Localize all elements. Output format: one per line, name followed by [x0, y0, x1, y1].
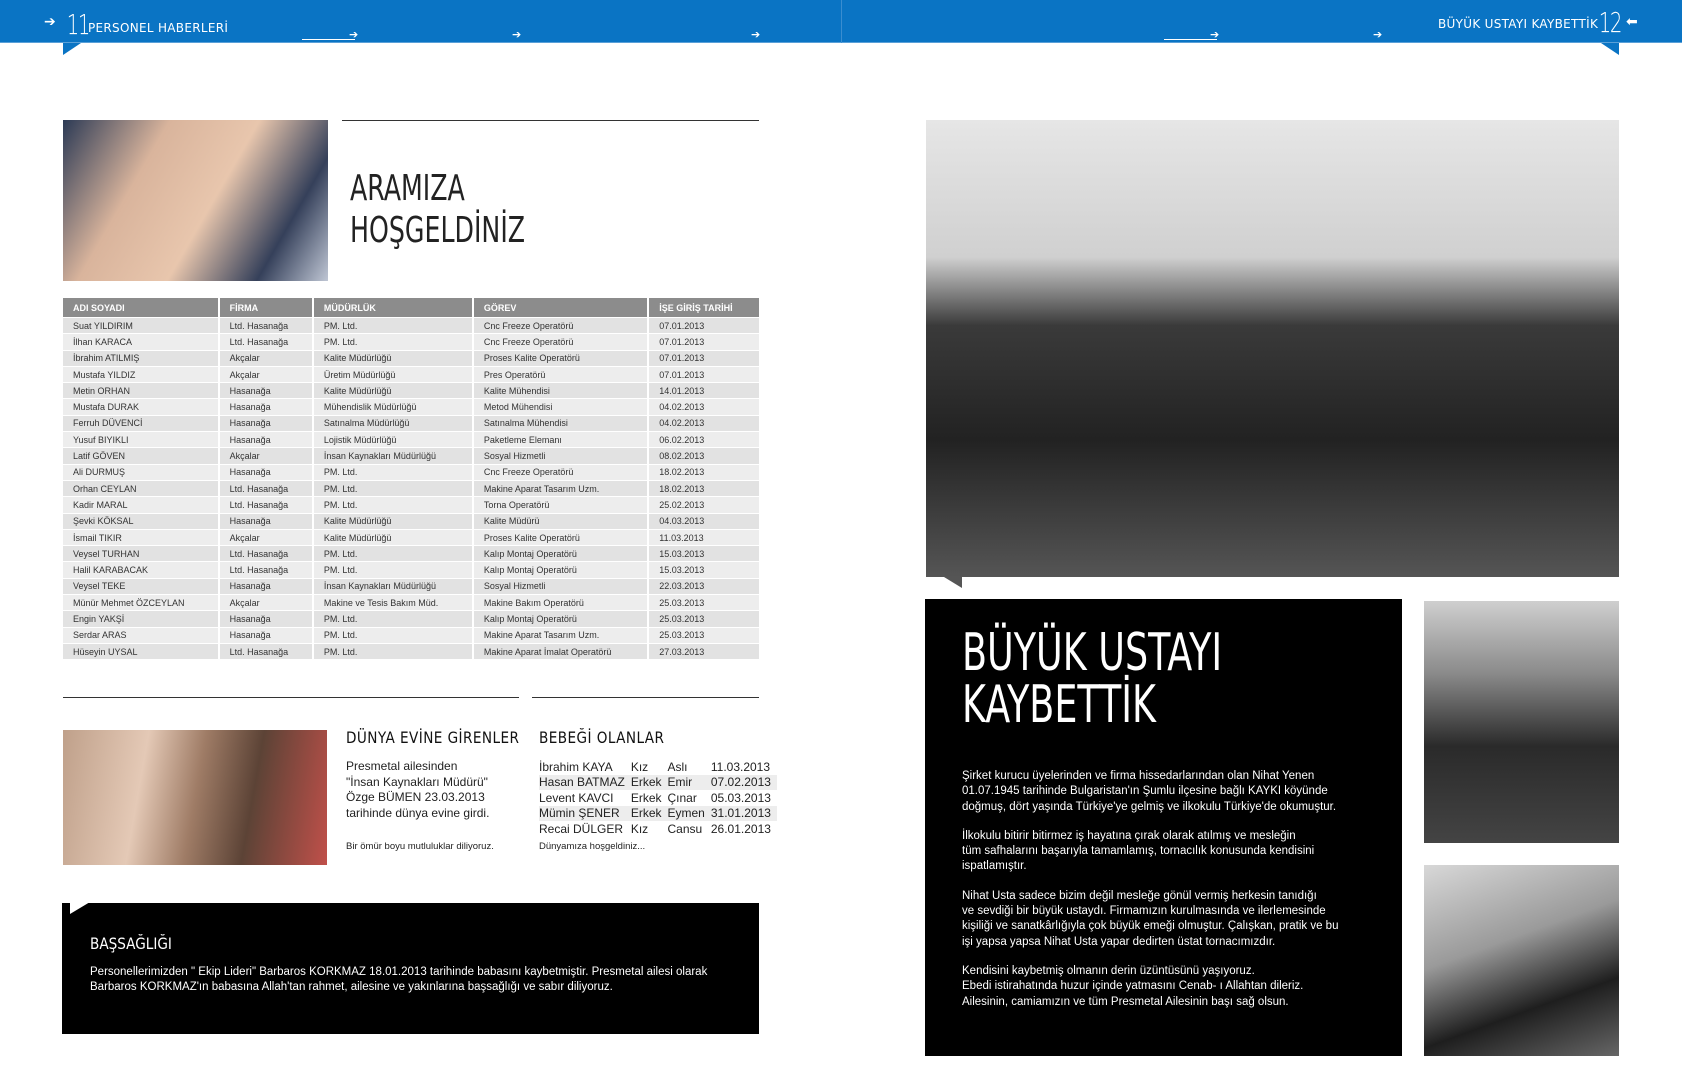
table-cell: Makine Aparat Tasarım Uzm.: [474, 628, 647, 643]
table-cell: Akçalar: [220, 595, 312, 610]
right-page-number: 12: [1598, 6, 1621, 39]
table-cell: Kadir MARAL: [63, 497, 218, 512]
baby-row: [539, 759, 777, 775]
table-cell: Ltd. Hasanağa: [220, 546, 312, 561]
table-cell: Metin ORHAN: [63, 383, 218, 398]
obituary-line: ve sevdiği bir büyük ustaydı. Firmamızın kurulmasında ve ilerlemesinde: [962, 905, 1326, 918]
table-cell: Kalite Müdürü: [474, 514, 647, 529]
table-cell: 27.03.2013: [649, 644, 759, 659]
table-cell: Suat YILDIRIM: [63, 318, 218, 333]
table-cell: 04.02.2013: [649, 399, 759, 414]
section-rule: [63, 697, 519, 698]
table-row: [63, 465, 759, 480]
married-footer: Bir ömür boyu mutluluklar diliyoruz.: [346, 841, 494, 852]
married-line: Özge BÜMEN 23.03.2013: [346, 790, 485, 804]
baby-cell: Kız: [630, 821, 649, 836]
table-cell: Cnc Freeze Operatörü: [474, 334, 647, 349]
table-row: [63, 399, 759, 414]
baby-cell: Levent KAVCI: [539, 790, 614, 805]
obituary-line: ispatlamıştır.: [962, 860, 1027, 873]
table-cell: PM. Ltd.: [314, 318, 472, 333]
baby-cell: İbrahim KAYA: [539, 759, 613, 774]
table-cell: Serdar ARAS: [63, 628, 218, 643]
baby-cell: Hasan BATMAZ: [539, 775, 631, 791]
new-employees-table: [61, 297, 761, 660]
baby-cell: Çınar: [667, 790, 697, 805]
table-cell: Hasanağa: [220, 628, 312, 643]
table-cell: Ltd. Hasanağa: [220, 318, 312, 333]
welcome-title-line1: ARAMIZA: [350, 168, 465, 209]
table-cell: Halil KARABACAK: [63, 562, 218, 577]
table-row: [63, 318, 759, 333]
table-cell: Proses Kalite Operatörü: [474, 351, 647, 366]
married-line: "İnsan Kaynakları Müdürü": [346, 774, 488, 789]
table-row: [63, 481, 759, 496]
table-cell: 11.03.2013: [649, 530, 759, 545]
table-cell: İnsan Kaynakları Müdürlüğü: [314, 579, 472, 594]
divider: [302, 39, 355, 40]
table-row: [63, 644, 759, 659]
obituary-paragraph: [962, 889, 1338, 950]
arrow-right-icon: ➔: [751, 28, 761, 41]
obituary-box: [925, 599, 1402, 1056]
obituary-line: Ebedi istirahatında huzur içinde yatmasını Cenab- ı Allahtan dileriz.: [962, 980, 1304, 993]
table-cell: Kalıp Montaj Operatörü: [474, 562, 647, 577]
table-row: [63, 367, 759, 382]
table-cell: Üretim Müdürlüğü: [314, 367, 472, 382]
table-cell: PM. Ltd.: [314, 546, 472, 561]
table-cell: Makine ve Tesis Bakım Müd.: [314, 595, 472, 610]
table-cell: 07.01.2013: [649, 367, 759, 382]
table-cell: Makine Aparat İmalat Operatörü: [474, 644, 647, 659]
box-notch: [70, 902, 90, 914]
table-cell: Veysel TURHAN: [63, 546, 218, 561]
table-cell: 06.02.2013: [649, 432, 759, 447]
table-row: [63, 628, 759, 643]
table-cell: PM. Ltd.: [314, 644, 472, 659]
arrow-right-icon: ➔: [1373, 28, 1383, 41]
table-cell: Lojistik Müdürlüğü: [314, 432, 472, 447]
obituary-paragraph: [962, 769, 1338, 815]
condolence-line: Personellerimizden " Ekip Lideri" Barbaros KORKMAZ 18.01.2013 tarihinde babasını kaybetmiştir. Presmetal ailesi olarak: [90, 966, 708, 978]
table-cell: PM. Ltd.: [314, 481, 472, 496]
hands-together-photo: [63, 120, 328, 281]
table-cell: Hüseyin UYSAL: [63, 644, 218, 659]
table-cell: Kalite Müdürlüğü: [314, 383, 472, 398]
table-row: [63, 416, 759, 431]
table-cell: 25.03.2013: [649, 628, 759, 643]
table-cell: PM. Ltd.: [314, 628, 472, 643]
table-cell: Kalıp Montaj Operatörü: [474, 546, 647, 561]
table-cell: Akçalar: [220, 351, 312, 366]
table-cell: 25.03.2013: [649, 595, 759, 610]
obituary-paragraph: [962, 829, 1338, 875]
arrow-right-icon: ➔: [44, 14, 56, 30]
obituary-line: Kendisini kaybetmiş olmanın derin üzüntüsünü yaşıyoruz.: [962, 964, 1255, 977]
table-cell: Şevki KÖKSAL: [63, 514, 218, 529]
babies-table: [539, 759, 777, 837]
table-cell: PM. Ltd.: [314, 497, 472, 512]
table-row: [63, 562, 759, 577]
table-header-row: [63, 298, 759, 317]
table-cell: 14.01.2013: [649, 383, 759, 398]
section-rule: [342, 120, 759, 121]
column-header: FİRMA: [220, 298, 312, 317]
table-cell: Mustafa YILDIZ: [63, 367, 218, 382]
table-cell: Orhan CEYLAN: [63, 481, 218, 496]
obituary-title-line1: BÜYÜK USTAYI: [962, 623, 1223, 683]
table-cell: Metod Mühendisi: [474, 399, 647, 414]
table-cell: Ali DURMUŞ: [63, 465, 218, 480]
table-cell: PM. Ltd.: [314, 334, 472, 349]
table-cell: Ltd. Hasanağa: [220, 644, 312, 659]
table-cell: Akçalar: [220, 530, 312, 545]
table-cell: Satınalma Müdürlüğü: [314, 416, 472, 431]
right-section-title: BÜYÜK USTAYI KAYBETTİK: [1438, 17, 1599, 31]
obituary-line: Şirket kurucu üyelerinden ve firma hissedarlarından olan Nihat Yenen: [962, 770, 1315, 782]
table-cell: Makine Bakım Operatörü: [474, 595, 647, 610]
table-cell: İsmail TIKIR: [63, 530, 218, 545]
table-cell: Hasanağa: [220, 514, 312, 529]
table-cell: Kalite Müdürlüğü: [314, 514, 472, 529]
table-row: [63, 432, 759, 447]
table-row: [63, 514, 759, 529]
married-title: DÜNYA EVİNE GİRENLER: [346, 728, 520, 747]
condolence-line: Barbaros KORKMAZ'ın babasına Allah'tan rahmet, ailesine ve yakınlarına başsağlığı ve sabır diliyoruz.: [90, 981, 613, 993]
baby-cell: Emir: [668, 775, 711, 791]
couple-photo: [63, 730, 327, 865]
section-rule: [532, 697, 759, 698]
table-cell: Sosyal Hizmetli: [474, 448, 647, 463]
baby-cell: Eymen: [668, 806, 711, 822]
table-cell: Veysel TEKE: [63, 579, 218, 594]
table-cell: 07.01.2013: [649, 334, 759, 349]
arrow-right-icon: ➔: [512, 28, 522, 41]
baby-cell: 11.03.2013: [710, 759, 771, 774]
table-row: [63, 497, 759, 512]
baby-cell: 05.03.2013: [710, 790, 771, 805]
left-section-title: PERSONEL HABERLERİ: [88, 21, 229, 35]
baby-row: [539, 821, 777, 837]
group-photo: [926, 120, 1619, 577]
table-cell: Sosyal Hizmetli: [474, 579, 647, 594]
arrow-left-icon: ⬅: [1626, 14, 1638, 30]
column-header: GÖREV: [474, 298, 647, 317]
table-cell: 18.02.2013: [649, 465, 759, 480]
table-cell: Mühendislik Müdürlüğü: [314, 399, 472, 414]
table-cell: İnsan Kaynakları Müdürlüğü: [314, 448, 472, 463]
column-header: ADI SOYADI: [63, 298, 218, 317]
married-line: tarihinde dünya evine girdi.: [346, 805, 490, 820]
baby-cell: Aslı: [667, 759, 688, 774]
table-cell: Ltd. Hasanağa: [220, 497, 312, 512]
table-row: [63, 546, 759, 561]
obituary-title-line2: KAYBETTİK: [962, 675, 1156, 735]
column-header: İŞE GİRİŞ TARİHİ: [649, 298, 759, 317]
obituary-line: Nihat Usta sadece bizim değil mesleğe gönül vermiş herkesin tanıdığı: [962, 889, 1317, 902]
obituary-line: İlkokulu bitirir bitirmez iş hayatına çırak olarak atılmış ve mesleğin: [962, 829, 1296, 842]
table-cell: Ltd. Hasanağa: [220, 481, 312, 496]
table-row: [63, 595, 759, 610]
obituary-line: doğmuş, dört yaşında Türkiye'ye gelmiş ve ilkokulu Türkiye'de okumuştur.: [962, 800, 1337, 813]
table-cell: Satınalma Mühendisi: [474, 416, 647, 431]
condolence-title: BAŞSAĞLIĞI: [90, 934, 172, 953]
baby-cell: Mümin ŞENER: [539, 806, 631, 822]
table-cell: Hasanağa: [220, 611, 312, 626]
baby-cell: 31.01.2013: [711, 806, 777, 822]
table-cell: 22.03.2013: [649, 579, 759, 594]
portrait-photo: [1424, 601, 1619, 843]
baby-cell: 26.01.2013: [710, 821, 771, 836]
table-cell: Hasanağa: [220, 465, 312, 480]
header-tab: [63, 43, 81, 55]
obituary-line: tüm safhalarını başarıyla tamamlamış, tornacılık konusunda kendisini: [962, 845, 1315, 858]
table-cell: Cnc Freeze Operatörü: [474, 465, 647, 480]
table-cell: İbrahim ATILMIŞ: [63, 351, 218, 366]
table-cell: Hasanağa: [220, 399, 312, 414]
table-cell: Yusuf BIYIKLI: [63, 432, 218, 447]
table-cell: Hasanağa: [220, 416, 312, 431]
table-cell: 04.03.2013: [649, 514, 759, 529]
table-cell: Kalite Müdürlüğü: [314, 351, 472, 366]
married-text: [346, 759, 489, 821]
baby-cell: Erkek: [630, 790, 662, 805]
welcome-title-line2: HOŞGELDİNİZ: [350, 210, 526, 251]
baby-cell: Cansu: [667, 821, 703, 836]
arrow-right-icon: ➔: [349, 28, 359, 41]
table-cell: 25.03.2013: [649, 611, 759, 626]
arrow-right-icon: ➔: [1210, 28, 1220, 41]
baby-cell: Kız: [630, 759, 649, 774]
table-cell: İlhan KARACA: [63, 334, 218, 349]
married-line: Presmetal ailesinden: [346, 759, 458, 773]
table-row: [63, 351, 759, 366]
obituary-paragraph: [962, 964, 1338, 1010]
table-cell: Ltd. Hasanağa: [220, 334, 312, 349]
baby-row: [539, 806, 777, 822]
babies-title: BEBEĞİ OLANLAR: [539, 728, 665, 747]
workshop-photo: [1424, 865, 1619, 1056]
table-cell: Makine Aparat Tasarım Uzm.: [474, 481, 647, 496]
table-cell: Torna Operatörü: [474, 497, 647, 512]
obituary-line: Ailesinin, camiamızın ve tüm Presmetal Ailesinin başı sağ olsun.: [962, 995, 1289, 1008]
table-row: [63, 611, 759, 626]
table-cell: 18.02.2013: [649, 481, 759, 496]
table-cell: Ltd. Hasanağa: [220, 562, 312, 577]
table-cell: PM. Ltd.: [314, 611, 472, 626]
table-cell: Kalıp Montaj Operatörü: [474, 611, 647, 626]
table-cell: Cnc Freeze Operatörü: [474, 318, 647, 333]
table-cell: Engin YAKŞİ: [63, 611, 218, 626]
table-cell: PM. Ltd.: [314, 465, 472, 480]
obituary-line: 01.07.1945 tarihinde Bulgaristan'ın Şumlu ilçesine bağlı KAYKI köyünde: [962, 785, 1328, 798]
obituary-line: işi yapsa yapsa Nihat Usta yapar dedirten üstat tornacımızdır.: [962, 935, 1276, 948]
condolence-text: [90, 965, 707, 995]
table-cell: 08.02.2013: [649, 448, 759, 463]
table-row: [63, 530, 759, 545]
table-cell: Hasanağa: [220, 579, 312, 594]
table-cell: Proses Kalite Operatörü: [474, 530, 647, 545]
welcome-title: [350, 168, 525, 252]
left-page-number: 11: [66, 8, 89, 41]
obituary-text: [962, 769, 1338, 1024]
table-cell: Paketleme Elemanı: [474, 432, 647, 447]
table-cell: Kalite Mühendisi: [474, 383, 647, 398]
obituary-line: kişiliği ve sanatkârlığıyla çok büyük emeği olmuştur. Çalışkan, pratik ve bu: [962, 920, 1339, 933]
table-cell: Kalite Müdürlüğü: [314, 530, 472, 545]
condolence-box: [62, 903, 759, 1034]
table-cell: Ferruh DÜVENCİ: [63, 416, 218, 431]
table-cell: Pres Operatörü: [474, 367, 647, 382]
table-cell: Hasanağa: [220, 432, 312, 447]
table-cell: 07.01.2013: [649, 318, 759, 333]
table-cell: Hasanağa: [220, 383, 312, 398]
table-cell: 25.02.2013: [649, 497, 759, 512]
table-cell: 04.02.2013: [649, 416, 759, 431]
table-cell: Akçalar: [220, 367, 312, 382]
baby-row: [539, 775, 777, 791]
table-cell: Akçalar: [220, 448, 312, 463]
column-header: MÜDÜRLÜK: [314, 298, 472, 317]
table-cell: PM. Ltd.: [314, 562, 472, 577]
table-cell: Münür Mehmet ÖZCEYLAN: [63, 595, 218, 610]
table-row: [63, 448, 759, 463]
table-cell: 07.01.2013: [649, 351, 759, 366]
table-row: [63, 579, 759, 594]
table-cell: 15.03.2013: [649, 562, 759, 577]
babies-footer: Dünyamıza hoşgeldiniz...: [539, 841, 646, 852]
baby-cell: 07.02.2013: [711, 775, 777, 791]
baby-row: [539, 790, 777, 806]
table-row: [63, 334, 759, 349]
header-tab: [1601, 43, 1619, 55]
table-cell: Latif GÖVEN: [63, 448, 218, 463]
baby-cell: Erkek: [631, 775, 668, 791]
baby-cell: Erkek: [631, 806, 668, 822]
obituary-title: [962, 623, 1223, 735]
table-cell: 15.03.2013: [649, 546, 759, 561]
table-row: [63, 383, 759, 398]
baby-cell: Recai DÜLGER: [539, 821, 624, 836]
table-cell: Mustafa DURAK: [63, 399, 218, 414]
photo-notch: [944, 577, 962, 588]
spine: [841, 0, 842, 43]
